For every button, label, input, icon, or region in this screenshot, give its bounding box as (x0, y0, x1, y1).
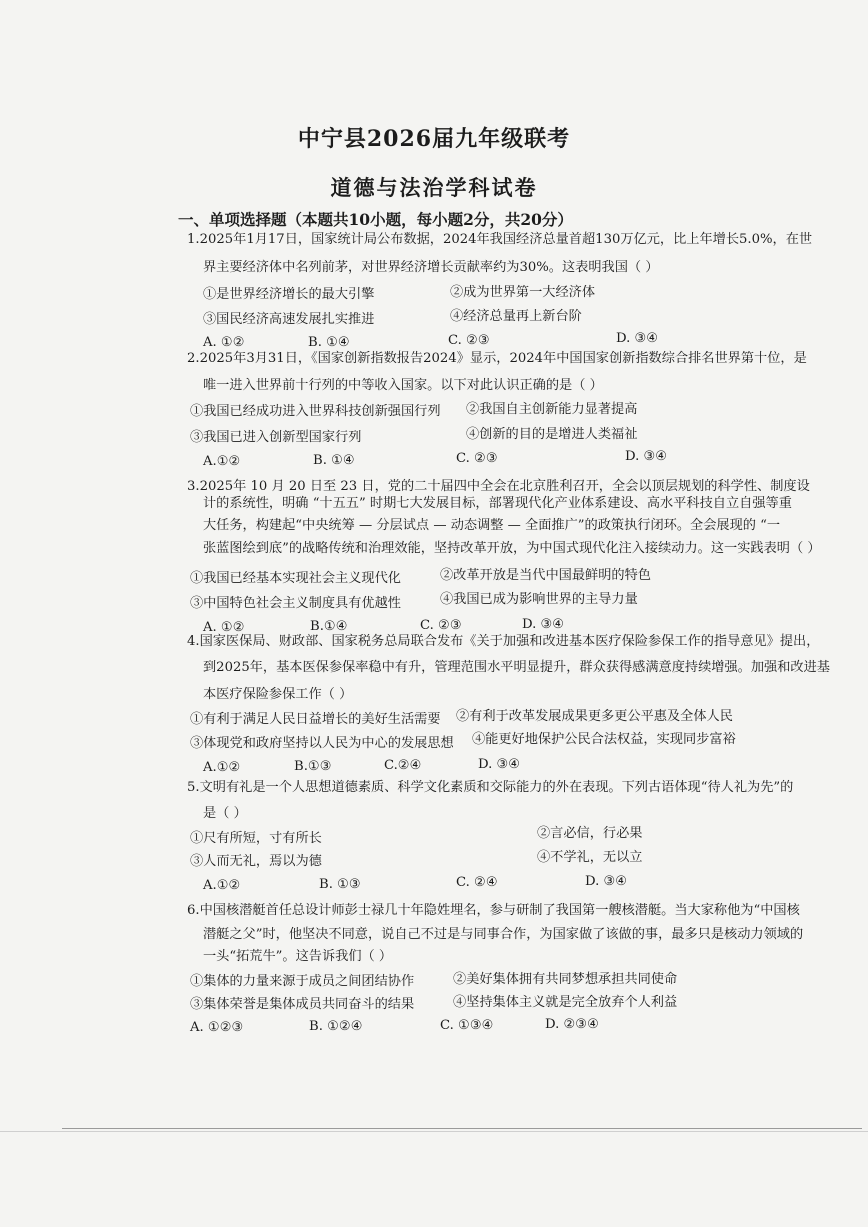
q1-statement-4: ④经济总量再上新台阶 (450, 309, 582, 324)
q5-choice-c[interactable]: C. ②④ (456, 875, 498, 890)
q4-statement-4: ④能更好地保护公民合法权益，实现同步富裕 (472, 732, 736, 747)
q1-stem-line1: 1.2025年1月17日，国家统计局公布数据，2024年我国经济总量首超130万亿元，比上年增长5.0%，在世 (187, 232, 813, 247)
q2-choice-c[interactable]: C. ②③ (456, 451, 498, 466)
q4-statement-1: ①有利于满足人民日益增长的美好生活需要 (190, 712, 441, 727)
q6-stem-line1: 6.中国核潜艇首任总设计师彭士禄几十年隐姓埋名，参与研制了我国第一艘核潜艇。当大家称他为“中国核 (187, 903, 800, 918)
q1-statement-3: ③国民经济高速发展扎实推进 (203, 312, 375, 327)
q2-statement-2: ②我国自主创新能力显著提高 (466, 402, 638, 417)
q6-choice-b[interactable]: B. ①②④ (309, 1019, 363, 1034)
q3-stem-line4: 张蓝图绘到底”的战略传统和治理效能，坚持改革开放，为中国式现代化注入接续动力。这一实践表明（ ） (203, 541, 821, 556)
q5-statement-4: ④不学礼，无以立 (537, 850, 643, 865)
q6-stem-line2: 潜艇之父”时，他坚决不同意，说自己不过是与同事合作，为国家做了该做的事，最多只是核动力领域的 (203, 927, 804, 942)
q6-statement-1: ①集体的力量来源于成员之间团结协作 (190, 974, 415, 989)
q2-statement-3: ③我国已进入创新型国家行列 (190, 430, 362, 445)
q5-statement-1: ①尺有所短，寸有所长 (190, 831, 322, 846)
q3-choice-d[interactable]: D. ③④ (522, 617, 565, 632)
q3-statement-1: ①我国已经基本实现社会主义现代化 (190, 571, 401, 586)
q3-statement-4: ④我国已成为影响世界的主导力量 (440, 592, 638, 607)
q6-choice-c[interactable]: C. ①③④ (440, 1018, 494, 1033)
q6-statement-2: ②美好集体拥有共同梦想承担共同使命 (453, 972, 678, 987)
page-divider (62, 1128, 862, 1129)
q1-stem-line2: 界主要经济体中名列前茅，对世界经济增长贡献率约为30%。这表明我国（ ） (203, 260, 659, 275)
q2-choice-a[interactable]: A.①② (203, 454, 241, 469)
q3-choice-a[interactable]: A. ①② (203, 620, 245, 635)
q1-choice-d[interactable]: D. ③④ (616, 331, 659, 346)
q4-stem-line2: 到2025年，基本医保参保率稳中有升，管理范围水平明显提升，群众获得感满意度持续增强。加强和改进基 (203, 660, 830, 675)
q4-statement-3: ③体现党和政府坚持以人民为中心的发展思想 (190, 736, 454, 751)
q4-stem-line3: 本医疗保险参保工作（ ） (203, 687, 353, 702)
q2-stem-line1: 2.2025年3月31日，《国家创新指数报告2024》显示，2024年中国国家创新指数综合排名世界第十位，是 (187, 351, 807, 366)
q6-choice-a[interactable]: A. ①②③ (190, 1020, 244, 1035)
q1-choice-a[interactable]: A. ①② (203, 335, 245, 350)
q5-choice-b[interactable]: B. ①③ (319, 877, 361, 892)
q2-statement-1: ①我国已经成功进入世界科技创新强国行列 (190, 404, 441, 419)
q3-stem-line2: 计的系统性，明确 “十五五” 时期七大发展目标，部署现代化产业体系建设、高水平科技自立自强等重 (203, 496, 792, 511)
q3-choice-c[interactable]: C. ②③ (420, 618, 462, 633)
q5-statement-2: ②言必信，行必果 (537, 826, 643, 841)
q4-stem-line1: 4.国家医保局、财政部、国家税务总局联合发布《关于加强和改进基本医疗保险参保工作的指导意见》提出， (187, 634, 820, 649)
q4-choice-d[interactable]: D. ③④ (478, 757, 521, 772)
q6-stem-line3: 一头“拓荒牛”。这告诉我们（ ） (203, 949, 393, 964)
q5-stem-line1: 5.文明有礼是一个人思想道德素质、科学文化素质和交际能力的外在表现。下列古语体现“待人礼为先”的 (187, 780, 794, 795)
q6-choice-d[interactable]: D. ②③④ (545, 1017, 599, 1032)
q1-statement-1: ①是世界经济增长的最大引擎 (203, 287, 375, 302)
q2-statement-4: ④创新的目的是增进人类福祉 (466, 427, 638, 442)
q2-choice-d[interactable]: D. ③④ (625, 449, 668, 464)
q4-choice-a[interactable]: A.①② (203, 760, 241, 775)
q1-statement-2: ②成为世界第一大经济体 (450, 285, 596, 300)
q6-statement-3: ③集体荣誉是集体成员共同奋斗的结果 (190, 997, 415, 1012)
scan-edge-line (0, 1131, 868, 1132)
section-heading: 一、单项选择题（本题共10小题，每小题2分，共20分） (178, 210, 573, 229)
q1-choice-c[interactable]: C. ②③ (448, 333, 490, 348)
q6-statement-4: ④坚持集体主义就是完全放弃个人利益 (453, 995, 678, 1010)
q2-stem-line2: 唯一进入世界前十行列的中等收入国家。以下对此认识正确的是（ ） (203, 378, 603, 393)
q5-choice-d[interactable]: D. ③④ (585, 874, 628, 889)
q5-statement-3: ③人而无礼，焉以为德 (190, 854, 322, 869)
q3-statement-3: ③中国特色社会主义制度具有优越性 (190, 596, 401, 611)
q4-choice-c[interactable]: C.②④ (384, 758, 422, 773)
q3-statement-2: ②改革开放是当代中国最鲜明的特色 (440, 568, 651, 583)
q5-stem-line2: 是（ ） (203, 806, 247, 821)
q4-choice-b[interactable]: B.①③ (294, 759, 332, 774)
q5-choice-a[interactable]: A.①② (203, 878, 241, 893)
q3-stem-line1: 3.2025年 10 月 20 日至 23 日，党的二十届四中全会在北京胜利召开，全会以顶层规划的科学性、制度设 (187, 479, 810, 494)
q3-choice-b[interactable]: B.①④ (310, 619, 348, 634)
exam-title: 中宁县2026届九年级联考 (297, 126, 571, 152)
q2-choice-b[interactable]: B. ①④ (313, 453, 355, 468)
q3-stem-line3: 大任务，构建起“中央统筹 — 分层试点 — 动态调整 — 全面推广”的政策执行闭环。全会展现的 “一 (203, 518, 781, 533)
q4-statement-2: ②有利于改革发展成果更多更公平惠及全体人民 (456, 709, 733, 724)
q1-choice-b[interactable]: B. ①④ (308, 335, 350, 350)
subject-title: 道德与法治学科试卷 (330, 175, 538, 200)
